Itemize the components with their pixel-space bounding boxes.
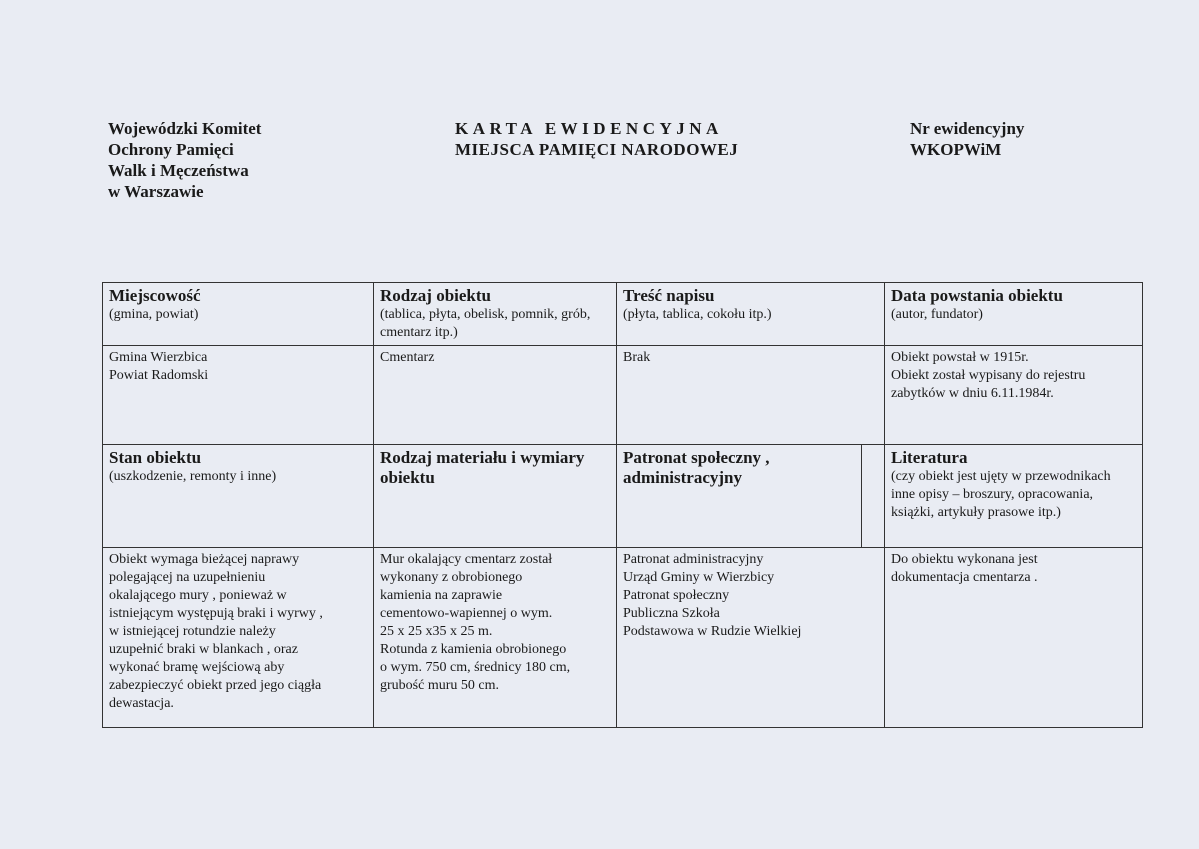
cell-line: Obiekt został wypisany do rejestru xyxy=(891,368,1086,383)
location-hint: (gmina, powiat) xyxy=(109,307,199,322)
cell-line: 25 x 25 x35 x 25 m. xyxy=(380,624,493,639)
literature-heading: Literatura xyxy=(891,448,968,467)
creation-date-heading: Data powstania obiektu xyxy=(891,286,1063,305)
inscription-hint: (płyta, tablica, cokołu itp.) xyxy=(623,307,772,322)
table-row xyxy=(103,445,1143,548)
cell-line: Patronat administracyjny xyxy=(623,552,764,567)
cell-line: uzupełnić braki w blankach , oraz xyxy=(109,642,298,657)
cell-line: w istniejącej rotundzie należy xyxy=(109,624,276,639)
cell-line: wykonać bramę wejściową aby xyxy=(109,660,285,675)
location-header-cell xyxy=(103,283,374,346)
committee-line: Ochrony Pamięci xyxy=(108,140,234,159)
literature-hint: (czy obiekt jest ujęty w przewodnikach inne opisy – broszury, opracowania, książki, artykuły prasowe itp.) xyxy=(891,469,1111,520)
registry-number xyxy=(910,118,1024,160)
cell-line: wykonany z obrobionego xyxy=(380,570,523,585)
registry-number-org: WKOPWiM xyxy=(910,140,1002,159)
cell-line: istniejącym występują braki i wyrwy , xyxy=(109,606,323,621)
card-title xyxy=(455,118,738,160)
object-type-header-cell xyxy=(374,283,617,346)
creation-date-hint: (autor, fundator) xyxy=(891,307,983,322)
record-table xyxy=(102,282,1143,728)
cell-line: Urząd Gminy w Wierzbicy xyxy=(623,570,775,585)
cell-line: grubość muru 50 cm. xyxy=(380,678,499,693)
cell-line: Gmina Wierzbica xyxy=(109,350,208,365)
card-title-line: MIEJSCA PAMIĘCI NARODOWEJ xyxy=(455,140,739,159)
table-row xyxy=(103,346,1143,445)
cell-line: Do obiektu wykonana jest xyxy=(891,552,1038,567)
object-type-hint: (tablica, płyta, obelisk, pomnik, grób, cmentarz itp.) xyxy=(380,307,591,340)
cell-line: dokumentacja cmentarza . xyxy=(891,570,1038,585)
table-row xyxy=(103,283,1143,346)
cell-line: o wym. 750 cm, średnicy 180 cm, xyxy=(380,660,571,675)
cell-line: polegającej na uzupełnieniu xyxy=(109,570,266,585)
cell-line: Brak xyxy=(623,350,651,365)
cell-line: okalającego mury , ponieważ w xyxy=(109,588,287,603)
patronage-value xyxy=(617,548,885,728)
cell-line: Podstawowa w Rudzie Wielkiej xyxy=(623,624,802,639)
cell-line: Powiat Radomski xyxy=(109,368,209,383)
cell-line: zabytków w dniu 6.11.1984r. xyxy=(891,386,1054,401)
committee-line: Walk i Męczeństwa xyxy=(108,161,249,180)
condition-value xyxy=(103,548,374,728)
cell-line: dewastacja. xyxy=(109,696,174,711)
registry-number-label: Nr ewidencyjny xyxy=(910,119,1025,138)
location-value xyxy=(103,346,374,445)
literature-value xyxy=(885,548,1143,728)
cell-line: Cmentarz xyxy=(380,350,435,365)
committee-line: w Warszawie xyxy=(108,182,204,201)
committee-line: Wojewódzki Komitet xyxy=(108,119,262,138)
inscription-header-cell xyxy=(617,283,885,346)
cell-line: cementowo-wapiennej o wym. xyxy=(380,606,553,621)
material-value xyxy=(374,548,617,728)
inscription-heading: Treść napisu xyxy=(623,286,715,305)
committee-name xyxy=(108,118,261,202)
cell-divider xyxy=(861,445,862,547)
patronage-heading: Patronat społeczny , administracyjny xyxy=(623,448,770,487)
cell-line: Obiekt wymaga bieżącej naprawy xyxy=(109,552,300,567)
creation-date-header-cell xyxy=(885,283,1143,346)
cell-line: Mur okalający cmentarz został xyxy=(380,552,553,567)
patronage-header-cell xyxy=(617,445,885,548)
location-heading: Miejscowość xyxy=(109,286,201,305)
inscription-value xyxy=(617,346,885,445)
condition-hint: (uszkodzenie, remonty i inne) xyxy=(109,469,277,484)
cell-line: Obiekt powstał w 1915r. xyxy=(891,350,1029,365)
cell-line: kamienia na zaprawie xyxy=(380,588,503,603)
object-type-value xyxy=(374,346,617,445)
cell-line: Patronat społeczny xyxy=(623,588,730,603)
card-title-line: KARTA EWIDENCYJNA xyxy=(455,119,723,138)
literature-header-cell xyxy=(885,445,1143,548)
condition-header-cell xyxy=(103,445,374,548)
object-type-heading: Rodzaj obiektu xyxy=(380,286,491,305)
condition-heading: Stan obiektu xyxy=(109,448,202,467)
material-header-cell xyxy=(374,445,617,548)
cell-line: zabezpieczyć obiekt przed jego ciągła xyxy=(109,678,322,693)
table-row xyxy=(103,548,1143,728)
cell-line: Rotunda z kamienia obrobionego xyxy=(380,642,567,657)
creation-date-value xyxy=(885,346,1143,445)
cell-line: Publiczna Szkoła xyxy=(623,606,720,621)
material-heading: Rodzaj materiału i wymiary obiektu xyxy=(380,448,585,487)
